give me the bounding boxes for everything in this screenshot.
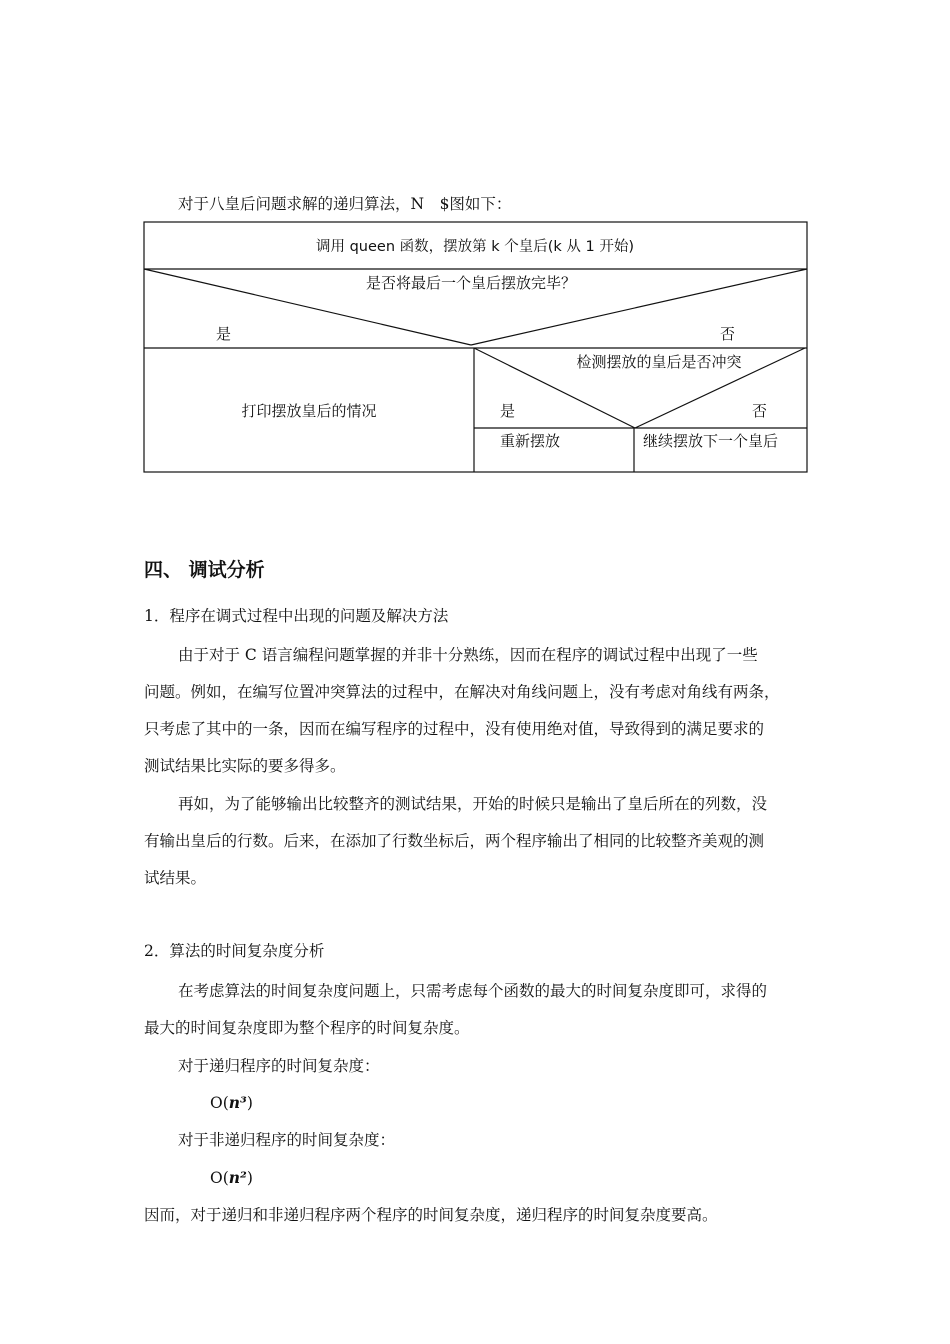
paragraph-line: 试结果。: [144, 869, 207, 887]
recursive-label: 对于递归程序的时间复杂度：: [178, 1057, 380, 1075]
formula-close: ): [246, 1169, 253, 1187]
ns-yes-branch-text: 打印摆放皇后的情况: [241, 402, 377, 420]
section-heading: 四、 调试分析: [144, 559, 265, 581]
paragraph-line: 最大的时间复杂度即为整个程序的时间复杂度。: [144, 1019, 470, 1037]
ns-cond1-no: 否: [720, 325, 736, 343]
ns-cond1-yes: 是: [216, 325, 232, 343]
ns-cond1-text: 是否将最后一个皇后摆放完毕？: [365, 274, 577, 292]
recursive-formula: [210, 1094, 253, 1112]
formula-o: O(: [210, 1094, 229, 1112]
ns-cond2-no: 否: [752, 402, 768, 420]
formula-var: n³: [228, 1093, 247, 1112]
conclusion-line: 因而，对于递归和非递归程序两个程序的时间复杂度，递归程序的时间复杂度要高。: [144, 1206, 718, 1224]
paragraph-line: 测试结果比实际的要多得多。: [144, 757, 346, 775]
ns-cond2-text: 检测摆放的皇后是否冲突: [576, 353, 742, 371]
paragraph-line: 只考虑了其中的一条，因而在编写程序的过程中，没有使用绝对值，导致得到的满足要求的: [144, 720, 765, 738]
paragraph-line: 由于对于 C 语言编程问题掌握的并非十分熟练，因而在程序的调试过程中出现了一些: [178, 646, 758, 664]
paragraph-line: 在考虑算法的时间复杂度问题上，只需考虑每个函数的最大的时间复杂度即可，求得的: [178, 982, 768, 1000]
ns-cond2-yes: 是: [500, 402, 516, 420]
ns-cond2-yes-action: 重新摆放: [500, 432, 561, 450]
intro-line: 对于八皇后问题求解的递归算法，N $图如下：: [178, 195, 512, 213]
formula-o: O(: [210, 1169, 229, 1187]
formula-var: n²: [228, 1168, 247, 1187]
paragraph-line: 问题。例如，在编写位置冲突算法的过程中，在解决对角线问题上，没有考虑对角线有两条，: [144, 683, 780, 701]
paragraph-line: 有输出皇后的行数。后来，在添加了行数坐标后，两个程序输出了相同的比较整齐美观的测: [144, 832, 765, 850]
formula-close: ): [246, 1094, 253, 1112]
subsection-1-title: 1．程序在调式过程中出现的问题及解决方法: [144, 607, 449, 625]
paragraph-line: 再如，为了能够输出比较整齐的测试结果，开始的时候只是输出了皇后所在的列数，没: [178, 795, 768, 813]
nonrecursive-label: 对于非递归程序的时间复杂度：: [178, 1131, 396, 1149]
nonrecursive-formula: [210, 1169, 253, 1187]
subsection-2-title: 2．算法的时间复杂度分析: [144, 942, 325, 960]
ns-cond2-no-action: 继续摆放下一个皇后: [643, 432, 779, 450]
ns-top-box-text: 调用 queen 函数，摆放第 k 个皇后(k 从 1 开始): [315, 239, 635, 255]
